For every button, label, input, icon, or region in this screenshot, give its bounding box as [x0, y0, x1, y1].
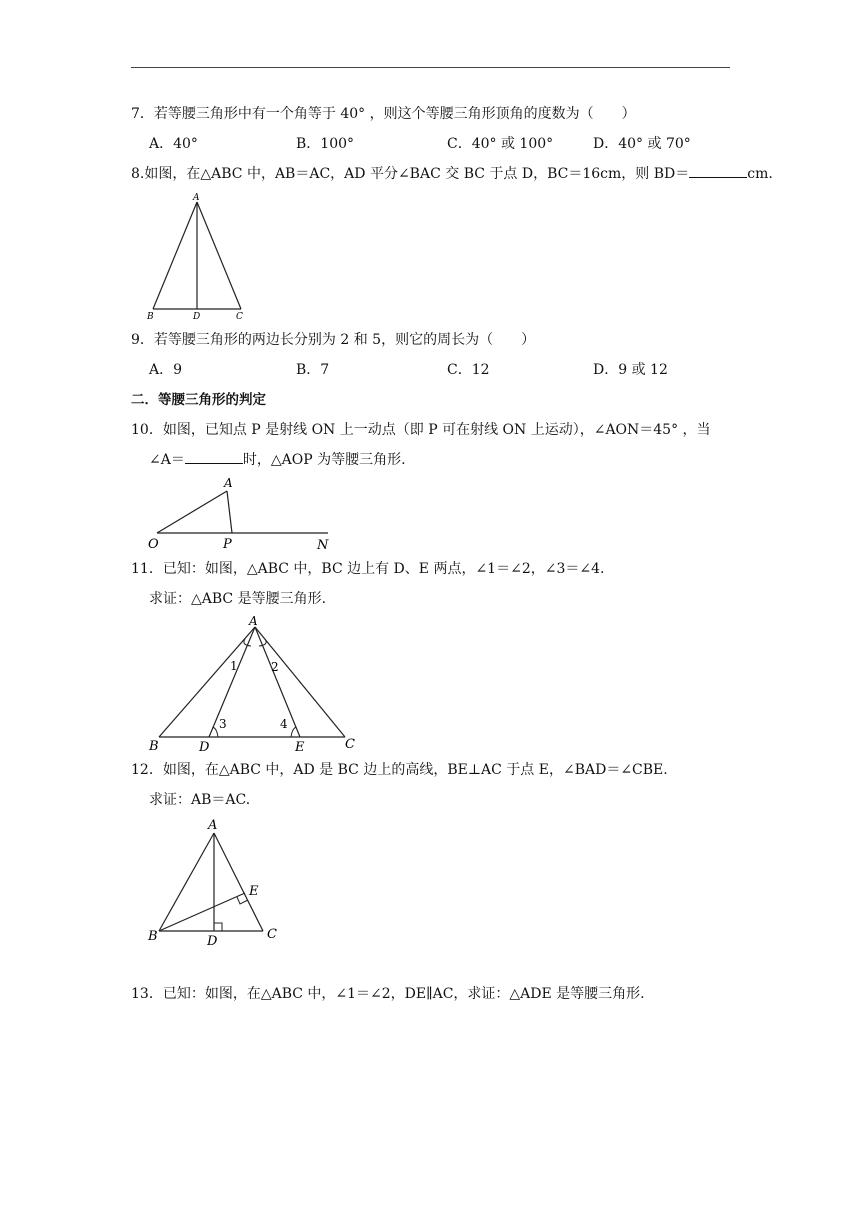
q11-label-3: 3 — [219, 717, 227, 731]
q8-label-d: D — [193, 312, 201, 322]
q12-label-a: A — [208, 818, 218, 833]
q9-option-c: C．12 — [447, 362, 490, 378]
q13-line1: 13．已知：如图，在△ABC 中，∠1＝∠2，DE∥AC，求证：△ADE 是等腰三角形. — [131, 986, 645, 1002]
q10-label-n: N — [317, 538, 329, 553]
q10-figure — [145, 473, 345, 553]
q9-option-b: B．7 — [296, 362, 330, 378]
q7-stem: 7．若等腰三角形中有一个角等于 40° ，则这个等腰三角形顶角的度数为（ ） — [131, 106, 636, 122]
q11-label-e: E — [295, 740, 305, 755]
q9-option-d: D．9 或 12 — [593, 362, 668, 378]
q11-line2: 求证：△ABC 是等腰三角形. — [149, 591, 327, 607]
q10-line2-tail: 时，△AOP 为等腰三角形. — [242, 452, 406, 468]
q12-line2: 求证：AB＝AC. — [149, 792, 251, 808]
q12-label-c: C — [267, 927, 277, 942]
q11-label-2: 2 — [271, 660, 279, 674]
header-rule — [131, 67, 730, 68]
q8-label-a: A — [193, 193, 200, 203]
q10-label-o: O — [148, 537, 159, 552]
q7-option-c: C．40° 或 100° — [447, 136, 554, 152]
q10-line2 — [149, 451, 406, 469]
q9-stem: 9．若等腰三角形的两边长分别为 2 和 5，则它的周长为（ ） — [131, 332, 536, 348]
q8-stem-text: 8.如图，在△ABC 中，AB＝AC，AD 平分∠BAC 交 BC 于点 D，BC＝16cm，则 BD＝ — [131, 166, 690, 182]
q8-stem — [131, 165, 773, 183]
q10-label-a: A — [224, 476, 233, 490]
q11-label-d: D — [199, 740, 210, 755]
q8-figure — [142, 192, 252, 322]
q12-label-e: E — [249, 884, 259, 899]
q9-option-a: A．9 — [149, 362, 183, 378]
q11-label-b: B — [149, 739, 159, 754]
section-2-heading: 二．等腰三角形的判定 — [131, 392, 266, 408]
q8-label-b: B — [147, 312, 154, 322]
q7-option-b: B．100° — [296, 136, 355, 152]
q12-figure — [145, 815, 295, 949]
q10-label-p: P — [223, 537, 232, 552]
q8-label-c: C — [236, 312, 243, 322]
q7-option-d: D．40° 或 70° — [593, 136, 691, 152]
q8-answer-blank[interactable] — [689, 165, 747, 178]
q11-label-a: A — [249, 614, 258, 628]
q12-label-d: D — [207, 934, 218, 949]
q8-stem-unit: cm. — [747, 166, 773, 182]
q12-line1: 12．如图，在△ABC 中，AD 是 BC 边上的高线，BE⊥AC 于点 E，∠BAD＝∠CBE. — [131, 762, 668, 778]
q7-option-a: A．40° — [149, 136, 198, 152]
q10-line2-text: ∠A＝ — [149, 452, 185, 468]
q11-line1: 11．已知：如图，△ABC 中，BC 边上有 D、E 两点，∠1＝∠2，∠3＝∠4. — [131, 561, 605, 577]
q11-figure — [145, 612, 375, 755]
q12-label-b: B — [148, 929, 158, 944]
q11-label-4: 4 — [280, 717, 288, 731]
q10-answer-blank[interactable] — [185, 451, 243, 464]
q10-line1: 10．如图，已知点 P 是射线 ON 上一动点（即 P 可在射线 ON 上运动），∠AON＝45° ，当 — [131, 422, 711, 438]
q11-label-1: 1 — [230, 659, 238, 673]
q11-label-c: C — [345, 737, 355, 752]
